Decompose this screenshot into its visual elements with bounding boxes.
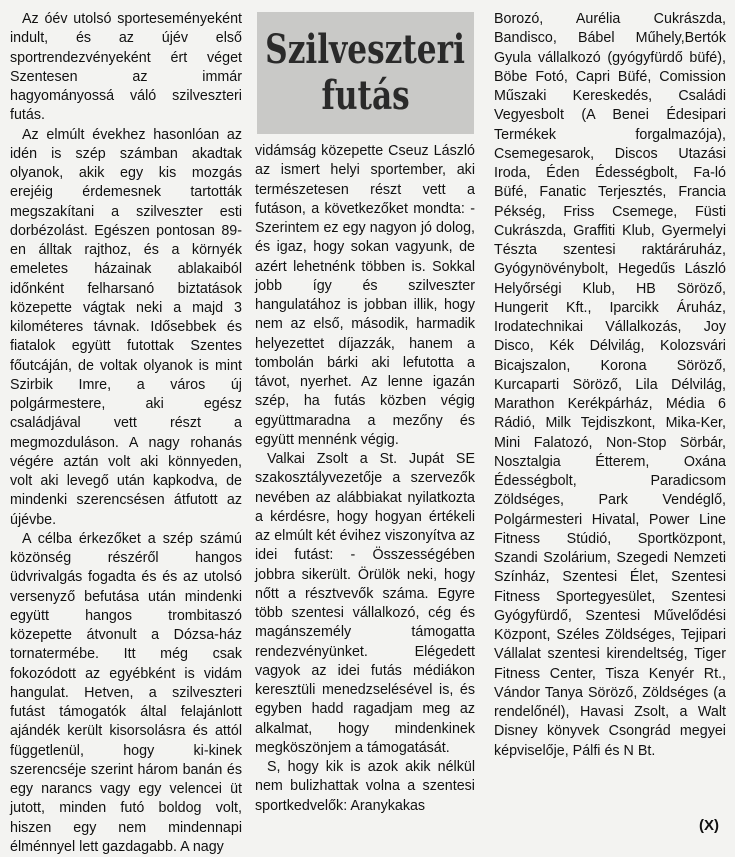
headline-line-2: futás bbox=[321, 72, 410, 119]
article-column-2 bbox=[255, 142, 475, 816]
paragraph: vidámság közepette Cseuz László az ismert helyi sportember, aki természetesen részt vett a futáson, a következőket mondta: - Szerintem ez egy nagyon jó dolog, és igaz, hogy sokan vagyunk, de azért lehetnénk többen is. Sokkal jobb így és szilveszter hangulatához is jobban illik, hogy nem az első, második, harmadik helyezettet díjazzák, hanem a tombolán bárki aki lefutotta a távot, nyerhet. Az lenne igazán szép, ha futás közben végig együttmaradna a mezőny és együtt mennénk végig. bbox=[255, 143, 475, 448]
advertisement-mark: (X) bbox=[699, 817, 719, 834]
article-column-3 bbox=[494, 10, 726, 761]
paragraph: S, hogy kik is azok akik nélkül nem bulizhattak volna a szentesi sportkedvelők: Aranykakas bbox=[255, 759, 475, 814]
article-column-1 bbox=[10, 10, 242, 857]
paragraph: A célba érkezőket a szép számú közönség részéről hangos üdvrivalgás fogadta és és az utolsó versenyző befutása után mindenki együtt hangos trombitaszó közepette átvonult a Dózsa-ház tornatermébe. Itt még csak fokozódott az egyébként is vidám hangulat. Hetven, a szilveszteri futást támogatók által felajánlott ajándék került kisorsolásra és attól függetlenül, hogy ki-kinek szerencséje szerint három banán és egy narancs vagy egy velencei üt jutott, minden futó boldog volt, hiszen egy nem mindennapi élménnyel lett gazdagabb. A nagy bbox=[10, 530, 242, 855]
paragraph: Az óév utolsó sporteseményeként indult, és az újév első sportrendezvényeként ért véget Szentesen az immár hagyományossá váló szilveszteri futás. bbox=[10, 11, 242, 124]
paragraph: Valkai Zsolt a St. Jupát SE szakosztályvezetője a szervezők nevében az alábbiakat nyilatkozta a kérdésre, hogy hogyan értékeli az elmúlt két évihez viszonyítva az idei futást: - Összességében jobbra sikerült. Örülök neki, hogy nőtt a résztvevők száma. Egyre több szentesi vállalkozó, cég és magánszemély támogatta rendezvényünket. Elégedett vagyok az idei futás médiákon keresztüli menedzselésével is, és egyben hadd ragadjam meg az alkalmat, hogy mindenkinek megköszönjem a támogatását. bbox=[255, 451, 475, 756]
sponsor-list: Borozó, Aurélia Cukrászda, Bandisco, Bábel Műhely,Bertók Gyula vállalkozó (gyógyfürdő büfé), Böbe Fotó, Capri Büfé, Comission Műszaki Kereskedés, Családi Vegyesbolt (A Benei Édesipari Termékek forgalmazója), Csemegesarok, Discos Utazási Iroda, Éden Édességbolt, Fa-ló Büfé, Fanatic Terjesztés, Francia Pékség, Friss Csemege, Füsti Cukrászda, Graffiti Klub, Gyermelyi Tészta szentesi raktáráruház, Gyógynövénybolt, Hegedűs László Helyőrségi Klub, HB Söröző, Hungerit Kft., Iparcikk Áruház, Irodatechnikai Vállalkozás, Joy Disco, Kék Délvilág, Kolozsvári Bicajszalon, Korona Söröző, Kurcaparti Söröző, Lila Délvilág, Marathon Kerékpárház, Média 6 Rádió, Milk Tejdiszkont, Mika-Ker, Mini Falatozó, Non-Stop Sörbár, Nosztalgia Étterem, Oxána Édességbolt, Paradicsom Zöldséges, Park Vendéglő, Polgármesteri Hivatal, Power Line Fitness Stúdió, Sportközpont, Szandi Szolárium, Szegedi Nemzeti Színház, Szentesi Élet, Szentesi Fitness Sportegyesület, Szentesi Gyógyfürdő, Szentesi Művelődési Központ, Széles Zöldséges, Tejipari Vállalat szentesi kirendeltség, Tiger Fitness Center, Tisza Kenyér Rt., Vándor Tanya Söröző, Zöldséges (a rendelőnél), Havasi Zsolt, a Walt Disney könyvek Csongrád megyei képviselője, Pálfi és N Bt. bbox=[494, 11, 726, 759]
headline-box bbox=[257, 12, 474, 134]
headline-line-1: Szilveszteri bbox=[265, 26, 466, 73]
paragraph: Az elmúlt évekhez hasonlóan az idén is szép számban akadtak olyanok, akik egy kis mozgás erejéig érdemesnek tartották megszakítani a szilveszter esti dorbézolást. Egészen pontosan 89-en álltak rajthoz, és a környék emeletes házainak ablakaiból időnként felharsanó biztatások közepette vágtak neki a majd 3 kilométeres távnak. Idősebbek és fiatalok együtt futottak Szentes főutcáján, de voltak olyanok is mint Szirbik Imre, a város új polgármestere, aki egész családjával vett részt a megmozduláson. A nagy rohanás végére aztán volt aki könnyeden, volt aki levegő után kapkodva, de mindenki szerencsésen átfutott az újévbe. bbox=[10, 126, 242, 528]
